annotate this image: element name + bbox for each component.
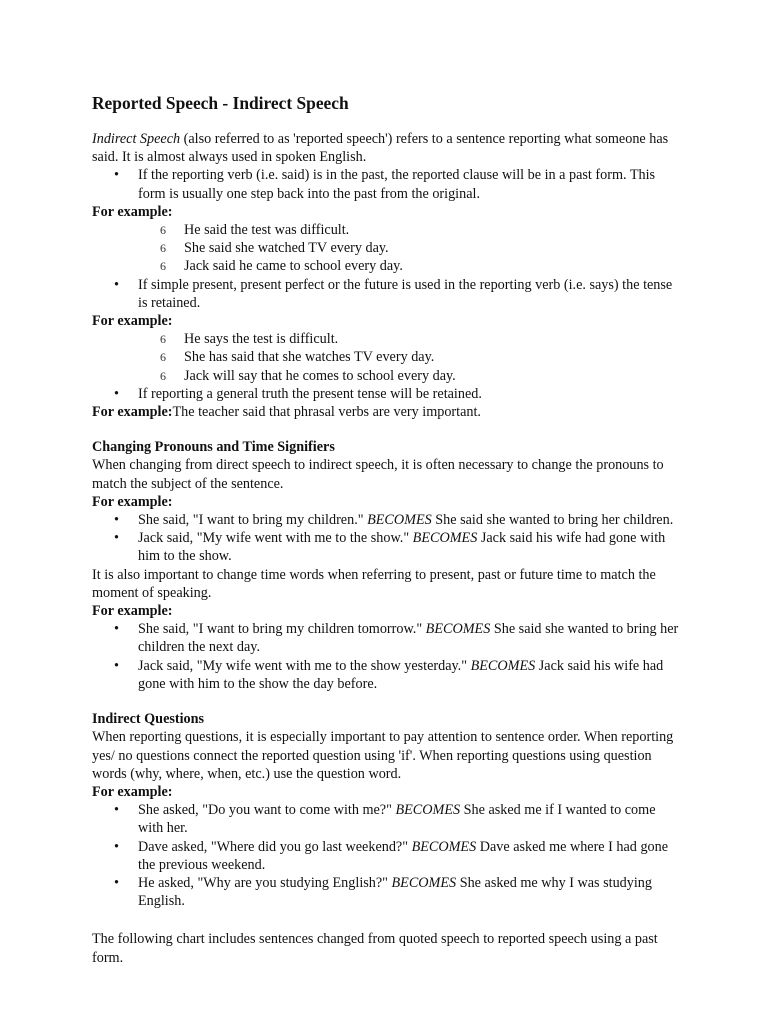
list-item: 6 She has said that she watches TV every day. [160,349,435,366]
paragraph: When reporting questions, it is especially important to pay attention to sentence order. When reporting yes/ no questions connect the reported question using 'if'. When reporting questions using question words (why, where, when, etc.) use the question word. [92,729,674,782]
sub-bullet-icon: 6 [160,259,166,274]
for-example-label: For example: [92,313,173,330]
intro-paragraph [92,130,682,166]
sub-bullet-icon: 6 [160,223,166,238]
list-item: 6 She said she watched TV every day. [160,240,389,257]
for-example-label: For example: [92,783,173,800]
example-list-4 [92,620,682,693]
list-item: 6 Jack said he came to school every day. [160,258,403,275]
example-list-5 [92,801,682,910]
rule-list-1 [92,166,682,202]
for-example-label: For example: [92,404,173,421]
list-item: • Jack said, "My wife went with me to the show." BECOMES Jack said his wife had gone with him to the show. [92,529,682,565]
sub-bullet-icon: 6 [160,350,166,365]
for-example-label: For example: [92,493,173,510]
rule-list-2 [92,276,682,312]
rule-list-3 [92,385,682,403]
paragraph: It is also important to change time words when referring to present, past or future time to match the moment of speaking. [92,566,656,601]
rule-3: • If reporting a general truth the present tense will be retained. [92,385,682,403]
section-heading-pronouns: Changing Pronouns and Time Signifiers [92,439,335,456]
list-item: • She said, "I want to bring my children tomorrow." BECOMES She said she wanted to bring her children the next day. [92,620,682,656]
list-item: 6 Jack will say that he comes to school every day. [160,367,456,384]
example-text: The teacher said that phrasal verbs are very important. [172,404,481,421]
spacer [92,693,682,710]
rule-1: • If the reporting verb (i.e. said) is in the past, the reported clause will be in a past form. This form is usually one step back into the past from the original. [92,166,682,202]
for-example-label: For example: [92,203,173,220]
spacer [92,421,682,438]
list-item: • She said, "I want to bring my children." BECOMES She said she wanted to bring her children. [92,511,682,529]
rule-2: • If simple present, present perfect or the future is used in the reporting verb (i.e. says) the tense is retained. [92,276,682,312]
page-title: Reported Speech - Indirect Speech [92,93,349,113]
list-item: 6 He says the test is difficult. [160,331,339,348]
for-example-label: For example: [92,603,173,620]
list-item: • Dave asked, "Where did you go last weekend?" BECOMES Dave asked me where I had gone the previous weekend. [92,838,682,874]
sub-bullet-icon: 6 [160,241,166,256]
intro-term: Indirect Speech [92,131,181,147]
list-item: 6 He said the test was difficult. [160,222,350,239]
document-body [92,93,682,967]
sub-bullet-icon: 6 [160,368,166,383]
intro-text: (also referred to as 'reported speech') refers to a sentence reporting what someone has said. It is almost always used in spoken English. [92,131,669,166]
list-item: • Jack said, "My wife went with me to the show yesterday." BECOMES Jack said his wife had gone with him to the show the day before. [92,657,682,693]
example-list-2 [92,330,682,385]
paragraph: When changing from direct speech to indirect speech, it is often necessary to change the pronouns to match the subject of the sentence. [92,457,664,492]
section-heading-questions: Indirect Questions [92,711,205,728]
closing-paragraph: The following chart includes sentences changed from quoted speech to reported speech using a past form. [92,931,658,966]
example-list-1 [92,221,682,276]
example-list-3 [92,511,682,566]
spacer [92,910,682,930]
list-item: • She asked, "Do you want to come with me?" BECOMES She asked me if I wanted to come with her. [92,801,682,837]
sub-bullet-icon: 6 [160,332,166,347]
list-item: • He asked, "Why are you studying English?" BECOMES She asked me why I was studying English. [92,874,682,910]
example-line [92,403,682,421]
